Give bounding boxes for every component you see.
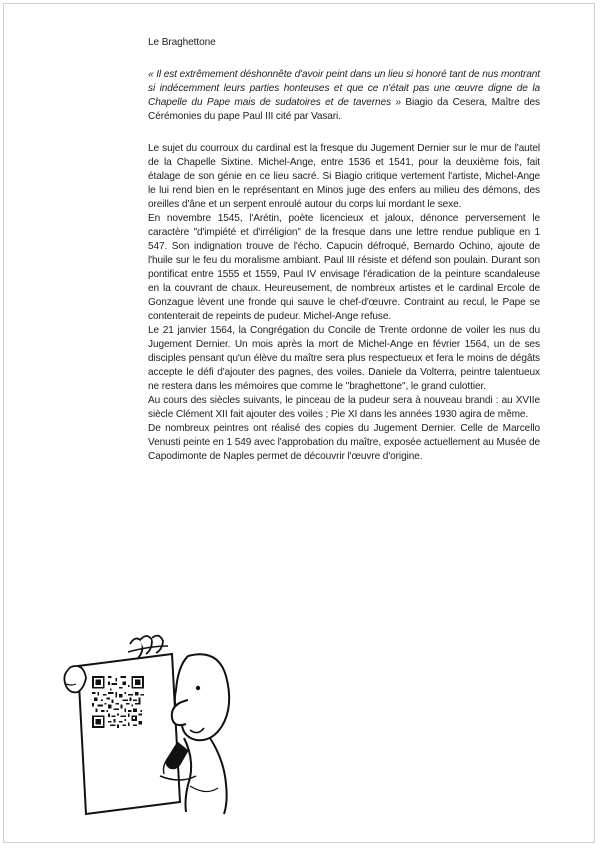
quote-attribution: Biagio da Cesera, Maître des Cérémonies du pape Paul III cité par Vasari. <box>148 97 540 122</box>
opening-quote <box>148 68 540 124</box>
quote-text: « Il est extrêmement déshonnête d'avoir peint dans un lieu si honoré tant de nus montrant si indécemment leurs parties honteuses et que ce n'était pas une œuvre digne de la Chapelle du Pape mais de sudatoires et de tavernes » <box>148 69 540 108</box>
document-title: Le Braghettone <box>148 37 216 48</box>
paragraph: Au cours des siècles suivants, le pinceau de la pudeur sera à nouveau brandi : au XVIIe siècle Clément XII fait ajouter des voiles ; Pie XI dans les années 1930 agira de même. <box>148 395 540 420</box>
cartoon-holding-qr-code-icon <box>60 626 240 826</box>
paragraph: En novembre 1545, l'Arétin, poète licencieux et jaloux, dénonce perversement le caractère "d'impiété et d'irréligion" de la fresque dans une lettre rendue publique en 1 547. Son indignation trouve de l'écho. Capucin défroqué, Bernardo Ochino, ajoute de l'huile sur le feu du moralisme ambiant. Paul III résiste et défend son poulain. Durant son pontificat entre 1555 et 1559, Paul IV envisage l'éradication de la peinture scandaleuse en la couvrant de chaux. Heureusement, de nombreux artistes et le cardinal Ercole de Gonzague lèvent une fronde qui sauve le chef-d'œuvre. Contraint au recul, le Pape se contenterait de repeints de pudeur. Michel-Ange refuse. <box>148 213 540 322</box>
paragraph: Le 21 janvier 1564, la Congrégation du Concile de Trente ordonne de voiler les nus du Jugement Dernier. Un mois après la mort de Michel-Ange en février 1564, un de ses disciples pensant qu'un élève du maître sera plus respectueux et fera le moins de dégâts accepte le défi d'ajouter des pagnes, des voiles. Daniele da Volterra, peintre talentueux ne restera dans les mémoires que comme le "braghettone", le grand culottier. <box>148 325 540 392</box>
paragraph: Le sujet du courroux du cardinal est la fresque du Jugement Dernier sur le mur de l'autel de la Chapelle Sixtine. Michel-Ange, entre 1536 et 1541, pour la deuxième fois, fait étalage de son génie en ce lieu sacré. Si Biagio critique vertement l'artiste, Michel-Ange le lui rend bien en le représentant en Minos juge des enfers au milieu des démons, des oreilles d'âne et un serpent enroulé autour du corps lui mordant le sexe. <box>148 143 540 210</box>
qr-code-icon <box>92 676 144 728</box>
document-body <box>148 36 540 464</box>
paragraph: De nombreux peintres ont réalisé des copies du Jugement Dernier. Celle de Marcello Venusti peinte en 1 549 avec l'approbation du maître, exposée actuellement au Musée de Capodimonte de Naples permet de découvrir l'œuvre d'origine. <box>148 423 540 462</box>
